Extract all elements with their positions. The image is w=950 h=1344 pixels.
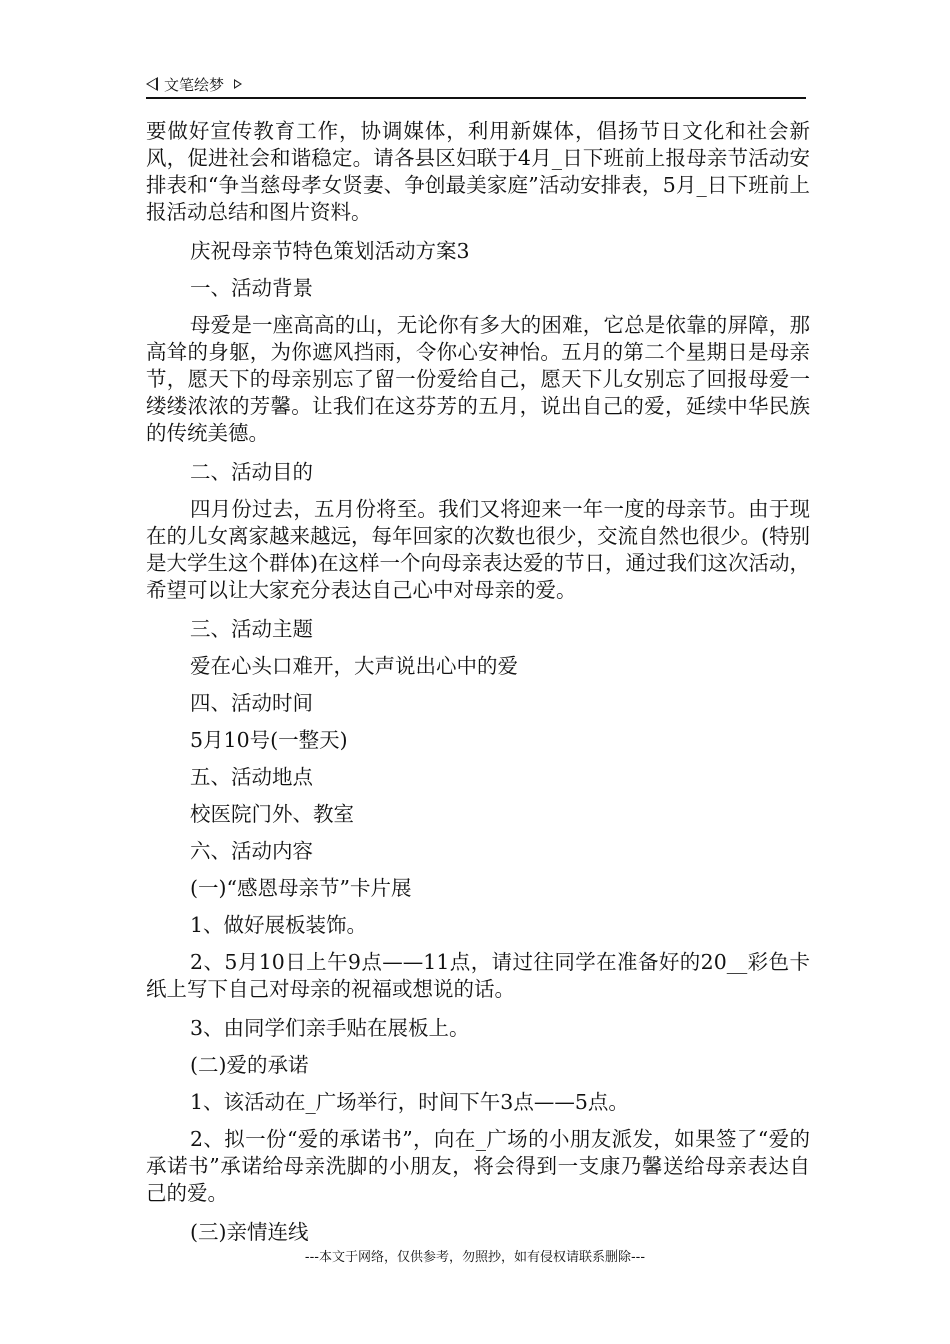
- brand-name: 文笔绘梦: [164, 76, 225, 94]
- right-triangle-icon: [234, 79, 242, 89]
- card-item-1: 1、做好展板装饰。: [190, 913, 368, 937]
- section-heading-location: 五、活动地点: [190, 765, 313, 789]
- subsection-card-exhibition: (一)“感恩母亲节”卡片展: [190, 876, 412, 900]
- promise-item-2: 2、拟一份“爱的承诺书”，向在_广场的小朋友派发，如果签了“爱的承诺书”承诺给母亲洗脚的小朋友，将会得到一支康乃馨送给母亲表达自己的爱。: [146, 1127, 810, 1205]
- plan-title: 庆祝母亲节特色策划活动方案3: [190, 239, 470, 263]
- card-item-2: 2、5月10日上午9点——11点，请过往同学在准备好的20__彩色卡纸上写下自己对母亲的祝福或想说的话。: [146, 950, 810, 1001]
- section-heading-content: 六、活动内容: [190, 839, 313, 863]
- background-paragraph: 母爱是一座高高的山，无论你有多大的困难，它总是依靠的屏障，那高耸的身躯，为你遮风挡雨，令你心安神怡。五月的第二个星期日是母亲节，愿天下的母亲别忘了留一份爱给自己，愿天下儿女别忘了回报母爱一缕缕浓浓的芳馨。让我们在这芬芳的五月，说出自己的爱，延续中华民族的传统美德。: [146, 313, 810, 445]
- document-body: [146, 118, 810, 1256]
- promise-item-1: 1、该活动在_广场举行，时间下午3点——5点。: [190, 1090, 629, 1114]
- section-heading-time: 四、活动时间: [190, 691, 313, 715]
- subsection-family-line: (三)亲情连线: [190, 1220, 309, 1244]
- purpose-paragraph: 四月份过去，五月份将至。我们又将迎来一年一度的母亲节。由于现在的儿女离家越来越远，每年回家的次数也很少，交流自然也很少。(特别是大学生这个群体)在这样一个向母亲表达爱的节日，通过我们这次活动，希望可以让大家充分表达自己心中对母亲的爱。: [146, 497, 810, 602]
- section-heading-purpose: 二、活动目的: [190, 460, 313, 484]
- page-header: [146, 72, 806, 98]
- time-text: 5月10号(一整天): [190, 728, 348, 752]
- location-text: 校医院门外、教室: [190, 802, 354, 826]
- intro-paragraph: 要做好宣传教育工作，协调媒体，利用新媒体，倡扬节日文化和社会新风，促进社会和谐稳定。请各县区妇联于4月_日下班前上报母亲节活动安排表和“争当慈母孝女贤妻、争创最美家庭”活动安排表，5月_日下班前上报活动总结和图片资料。: [146, 119, 810, 224]
- page-footer-notice: ---本文于网络，仅供参考，勿照抄，如有侵权请联系删除---: [304, 1250, 646, 1265]
- card-item-3: 3、由同学们亲手贴在展板上。: [190, 1016, 470, 1040]
- theme-text: 爱在心头口难开，大声说出心中的爱: [190, 654, 518, 678]
- section-heading-theme: 三、活动主题: [190, 617, 313, 641]
- left-triangle-icon: [146, 77, 158, 91]
- header-rule: [146, 97, 806, 99]
- subsection-love-promise: (二)爱的承诺: [190, 1053, 309, 1077]
- section-heading-background: 一、活动背景: [190, 276, 313, 300]
